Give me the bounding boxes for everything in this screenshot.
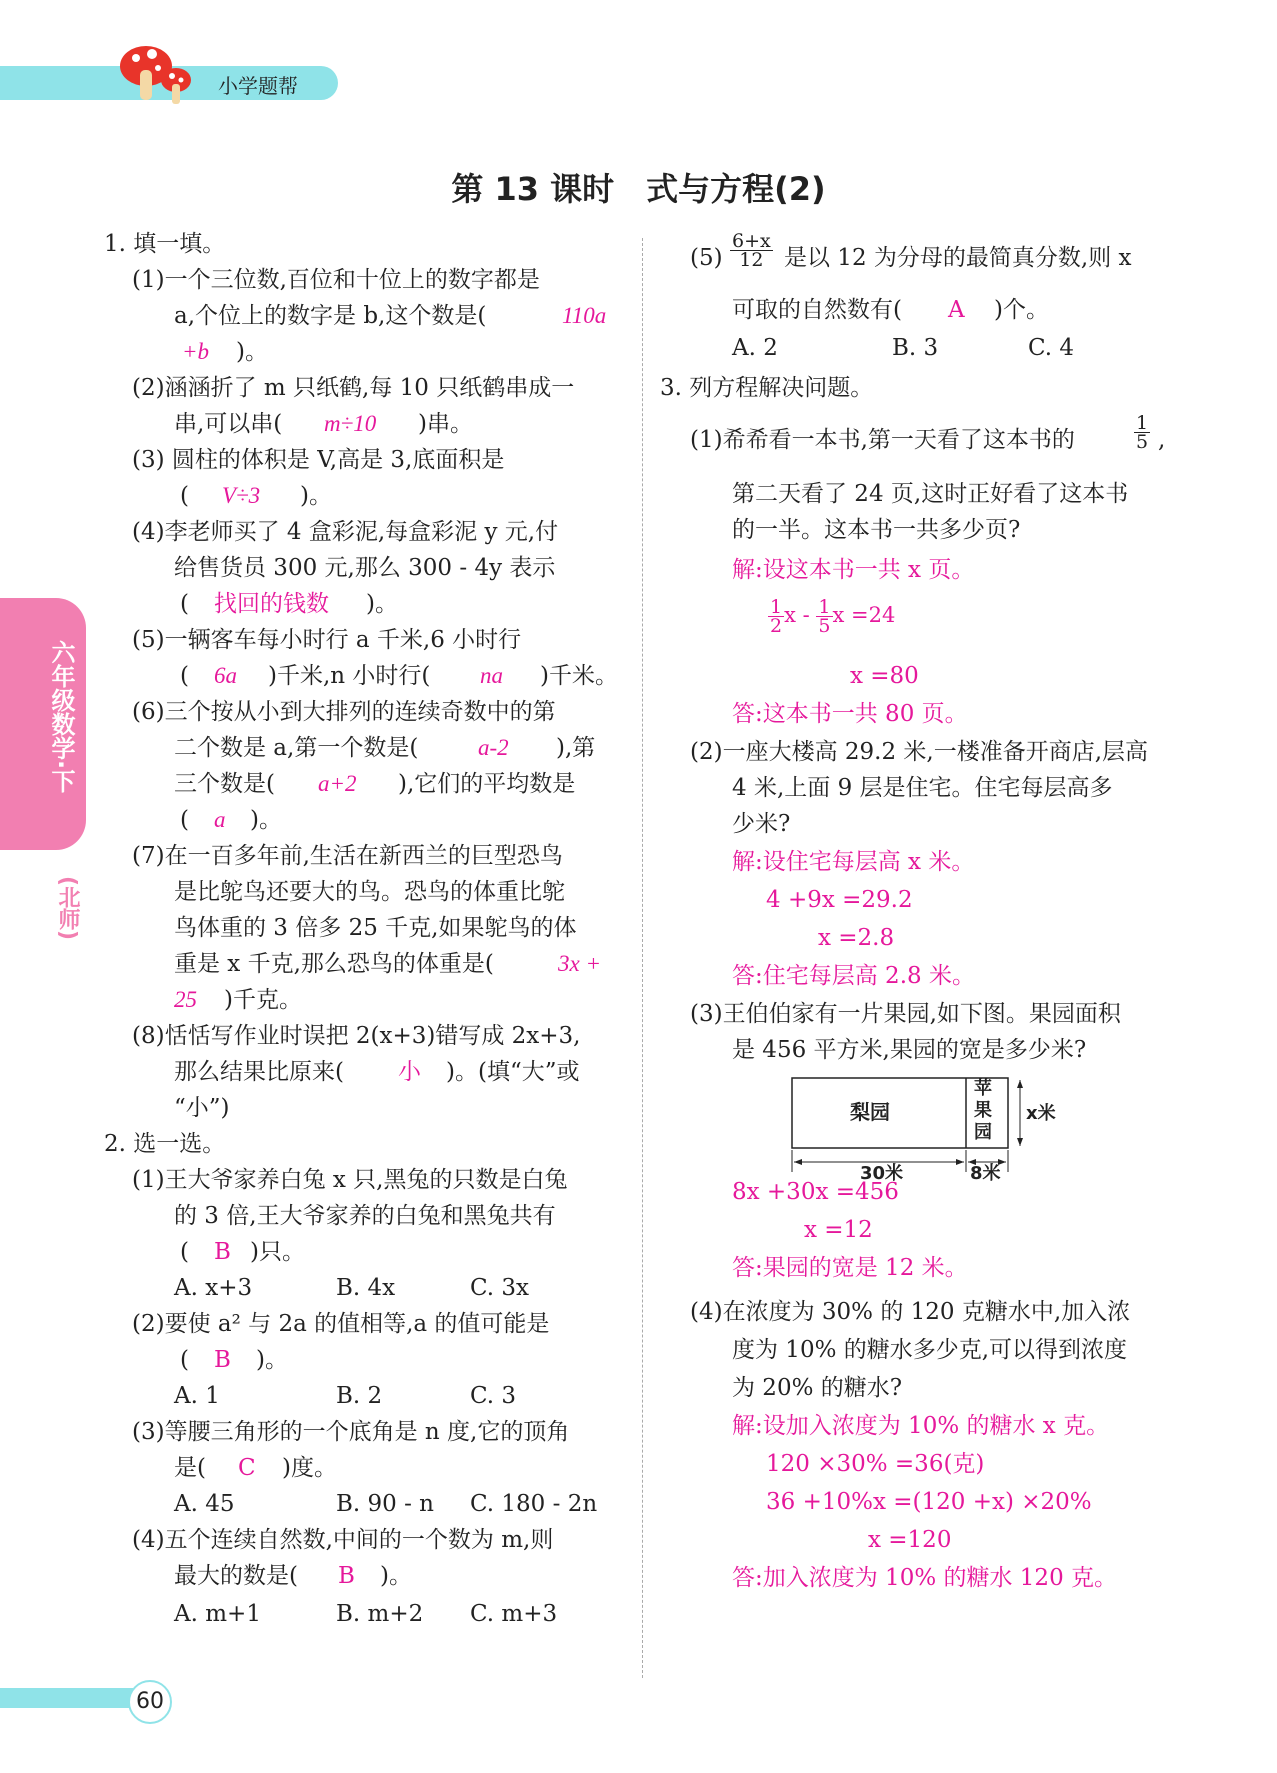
q1-answer-part2: +b bbox=[182, 339, 210, 364]
c1-option-b: B. 4x bbox=[336, 1275, 396, 1301]
c3-option-b: B. 90 - n bbox=[336, 1491, 434, 1517]
q7-line1: (7)在一百多年前,生活在新西兰的巨型恐鸟 bbox=[132, 843, 563, 869]
c3-answer: C bbox=[238, 1455, 256, 1481]
p1-line2: 第二天看了 24 页,这时正好看了这本书 bbox=[732, 481, 1129, 507]
p1-fraction bbox=[1134, 414, 1150, 451]
p4-solution-result: x =120 bbox=[868, 1527, 952, 1553]
q4-line1: (4)李老师买了 4 盒彩泥,每盒彩泥 y 元,付 bbox=[132, 519, 559, 545]
q4-line2: 给售货员 300 元,那么 300 - 4y 表示 bbox=[174, 555, 556, 581]
c5-prefix: (5) bbox=[690, 245, 723, 271]
q8-line3: “小”) bbox=[174, 1095, 230, 1121]
p3-equation: 8x +30x =456 bbox=[732, 1179, 899, 1205]
q2-answer: m÷10 bbox=[324, 411, 377, 436]
c5-option-a: A. 2 bbox=[732, 335, 778, 361]
c4-option-c: C. m+3 bbox=[470, 1601, 558, 1627]
q3-open: ( bbox=[180, 483, 189, 509]
q7-line4: 重是 x 千克,那么恐鸟的体重是( bbox=[174, 951, 494, 977]
q5-answer2: na bbox=[480, 663, 503, 688]
c2-answer: B bbox=[214, 1347, 231, 1373]
p1-eq-num1: 1 bbox=[770, 596, 783, 618]
c3-option-a: A. 45 bbox=[174, 1491, 235, 1517]
c5-option-c: C. 4 bbox=[1028, 335, 1075, 361]
q6-tail: )。 bbox=[250, 807, 282, 833]
c5-option-b: B. 3 bbox=[892, 335, 939, 361]
p1-solution-result: x =80 bbox=[850, 663, 919, 689]
c3-line2: 是( bbox=[174, 1455, 206, 1481]
c1-open: ( bbox=[180, 1239, 189, 1265]
p2-answer: 答:住宅每层高 2.8 米。 bbox=[732, 963, 975, 989]
q6-line3: 三个数是( bbox=[174, 771, 275, 797]
p1-eq-den1: 2 bbox=[770, 615, 783, 637]
q7-line2: 是比鸵鸟还要大的鸟。恐鸟的体重比鸵 bbox=[174, 879, 565, 905]
p1-comma: , bbox=[1158, 427, 1166, 453]
c5-line1: 是以 12 为分母的最简真分数,则 x bbox=[784, 245, 1132, 271]
q7-answer-part1: 3x + bbox=[558, 951, 601, 976]
page-title: 第 13 课时 式与方程(2) bbox=[451, 170, 826, 208]
q8-line2-tail: )。(填“大”或 bbox=[446, 1059, 580, 1085]
p2-line2: 4 米,上面 9 层是住宅。住宅每层高多 bbox=[732, 775, 1113, 801]
c5-fraction bbox=[730, 232, 773, 269]
q6-line2: 二个数是 a,第一个数是( bbox=[174, 735, 419, 761]
c2-line1: (2)要使 a² 与 2a 的值相等,a 的值可能是 bbox=[132, 1311, 550, 1337]
q7-answer-part2: 25 bbox=[174, 987, 197, 1012]
p2-equation: 4 +9x =29.2 bbox=[766, 887, 913, 913]
p1-eq-end: x =24 bbox=[832, 603, 896, 627]
p4-solution-let: 解:设加入浓度为 10% 的糖水 x 克。 bbox=[732, 1413, 1110, 1439]
grade-label: 六年级数学·下 bbox=[47, 640, 75, 794]
c4-answer: B bbox=[338, 1563, 355, 1589]
q6-open: ( bbox=[180, 807, 189, 833]
q3-tail: )。 bbox=[300, 483, 332, 509]
q3-line1: (3) 圆柱的体积是 V,高是 3,底面积是 bbox=[132, 447, 505, 473]
brand-name: 小学题帮 bbox=[218, 74, 298, 98]
q2-line2: 串,可以串( bbox=[174, 411, 283, 437]
p1-eq-num2: 1 bbox=[818, 596, 831, 618]
p1-equation bbox=[768, 598, 895, 635]
p1-answer: 答:这本书一共 80 页。 bbox=[732, 701, 968, 727]
p3-line1: (3)王伯伯家有一片果园,如下图。果园面积 bbox=[690, 1001, 1121, 1027]
p2-solution-let: 解:设住宅每层高 x 米。 bbox=[732, 849, 975, 875]
section-equation-title: 3. 列方程解决问题。 bbox=[660, 375, 874, 401]
p1-eq-mid: x - bbox=[784, 603, 810, 627]
q6-line3-tail: ),它们的平均数是 bbox=[398, 771, 576, 797]
c1-answer: B bbox=[214, 1239, 231, 1265]
q3-answer: V÷3 bbox=[222, 483, 261, 508]
p1-solution-let: 解:设这本书一共 x 页。 bbox=[732, 557, 975, 583]
apple-orchard-label: 苹果园 bbox=[974, 1078, 992, 1143]
p2-solution-result: x =2.8 bbox=[818, 925, 895, 951]
q1-line3: )。 bbox=[236, 339, 268, 365]
p1-eq-den2: 5 bbox=[818, 615, 831, 637]
p1-line3: 的一半。这本书一共多少页? bbox=[732, 517, 1021, 543]
c5-line2: 可取的自然数有( bbox=[732, 297, 902, 323]
p1-frac-denominator: 5 bbox=[1136, 431, 1149, 453]
q5-line1: (5)一辆客车每小时行 a 千米,6 小时行 bbox=[132, 627, 522, 653]
q8-line1: (8)恬恬写作业时误把 2(x+3)错写成 2x+3, bbox=[132, 1023, 581, 1049]
q5-answer1: 6a bbox=[214, 663, 237, 688]
p3-solution-result: x =12 bbox=[804, 1217, 873, 1243]
c3-option-c: C. 180 - 2n bbox=[470, 1491, 598, 1517]
p4-line1: (4)在浓度为 30% 的 120 克糖水中,加入浓 bbox=[690, 1299, 1131, 1325]
c2-open: ( bbox=[180, 1347, 189, 1373]
q4-answer: 找回的钱数 bbox=[214, 591, 329, 617]
q8-line2: 那么结果比原来( bbox=[174, 1059, 344, 1085]
p3-answer: 答:果园的宽是 12 米。 bbox=[732, 1255, 968, 1281]
p1-line1: (1)希希看一本书,第一天看了这本书的 bbox=[690, 427, 1075, 453]
q5-mid: )千米,n 小时行( bbox=[268, 663, 431, 689]
c2-option-a: A. 1 bbox=[174, 1383, 220, 1409]
q4-tail: )。 bbox=[366, 591, 398, 617]
c1-option-c: C. 3x bbox=[470, 1275, 530, 1301]
q7-tail: )千克。 bbox=[224, 987, 302, 1013]
p4-line3: 为 20% 的糖水? bbox=[732, 1375, 903, 1401]
q2-line1: (2)涵涵折了 m 只纸鹤,每 10 只纸鹤串成一 bbox=[132, 375, 575, 401]
c1-line2: 的 3 倍,王大爷家养的白兔和黑兔共有 bbox=[174, 1203, 556, 1229]
q8-answer: 小 bbox=[398, 1059, 421, 1085]
c4-line1: (4)五个连续自然数,中间的一个数为 m,则 bbox=[132, 1527, 554, 1553]
q1-answer-part1: 110a bbox=[562, 303, 607, 328]
c4-tail: )。 bbox=[380, 1563, 412, 1589]
p4-line2: 度为 10% 的糖水多少克,可以得到浓度 bbox=[732, 1337, 1128, 1363]
length1-label: 30米 bbox=[860, 1163, 904, 1184]
c4-option-a: A. m+1 bbox=[174, 1601, 261, 1627]
section-fill-title: 1. 填一填。 bbox=[104, 231, 226, 257]
c4-option-b: B. m+2 bbox=[336, 1601, 424, 1627]
length2-label: 8米 bbox=[970, 1163, 1001, 1184]
q1-line1: (1)一个三位数,百位和十位上的数字都是 bbox=[132, 267, 540, 293]
q6-answer3: a bbox=[214, 807, 226, 832]
q5-tail: )千米。 bbox=[540, 663, 618, 689]
mushroom-logo-icon bbox=[118, 40, 198, 110]
orchard-diagram bbox=[790, 1076, 1070, 1184]
p4-step1: 120 ×30% =36(克) bbox=[766, 1451, 985, 1477]
c4-line2: 最大的数是( bbox=[174, 1563, 298, 1589]
q6-answer1: a-2 bbox=[478, 735, 509, 760]
c2-option-c: C. 3 bbox=[470, 1383, 517, 1409]
edition-label: (北师) bbox=[55, 876, 80, 941]
q4-open: ( bbox=[180, 591, 189, 617]
p1-frac-numerator: 1 bbox=[1136, 412, 1149, 434]
c2-tail: )。 bbox=[256, 1347, 288, 1373]
c1-line1: (1)王大爷家养白兔 x 只,黑兔的只数是白兔 bbox=[132, 1167, 568, 1193]
p2-line1: (2)一座大楼高 29.2 米,一楼准备开商店,层高 bbox=[690, 739, 1149, 765]
q6-answer2: a+2 bbox=[318, 771, 357, 796]
column-divider bbox=[642, 238, 643, 1678]
c5-denominator: 12 bbox=[739, 249, 764, 271]
c5-answer: A bbox=[948, 297, 965, 323]
q6-line1: (6)三个按从小到大排列的连续奇数中的第 bbox=[132, 699, 556, 725]
c3-line1: (3)等腰三角形的一个底角是 n 度,它的顶角 bbox=[132, 1419, 570, 1445]
q5-open: ( bbox=[180, 663, 189, 689]
c2-option-b: B. 2 bbox=[336, 1383, 383, 1409]
c5-tail: )个。 bbox=[994, 297, 1049, 323]
c5-numerator: 6+x bbox=[732, 230, 771, 252]
c1-option-a: A. x+3 bbox=[174, 1275, 253, 1301]
p2-line3: 少米? bbox=[732, 811, 791, 837]
p4-equation: 36 +10%x =(120 +x) ×20% bbox=[766, 1489, 1092, 1515]
pear-orchard-label: 梨园 bbox=[850, 1100, 890, 1124]
width-label: x米 bbox=[1026, 1103, 1056, 1124]
q7-line3: 鸟体重的 3 倍多 25 千克,如果鸵鸟的体 bbox=[174, 915, 577, 941]
section-choose-title: 2. 选一选。 bbox=[104, 1131, 226, 1157]
q6-line2-tail: ),第 bbox=[556, 735, 596, 761]
q2-tail: )串。 bbox=[418, 411, 473, 437]
p3-line2: 是 456 平方米,果园的宽是多少米? bbox=[732, 1037, 1087, 1063]
c3-tail: )度。 bbox=[282, 1455, 337, 1481]
page-number: 60 bbox=[128, 1680, 172, 1724]
p4-answer: 答:加入浓度为 10% 的糖水 120 克。 bbox=[732, 1565, 1118, 1591]
c1-tail: )只。 bbox=[250, 1239, 305, 1265]
q1-line2: a,个位上的数字是 b,这个数是( bbox=[174, 303, 487, 329]
